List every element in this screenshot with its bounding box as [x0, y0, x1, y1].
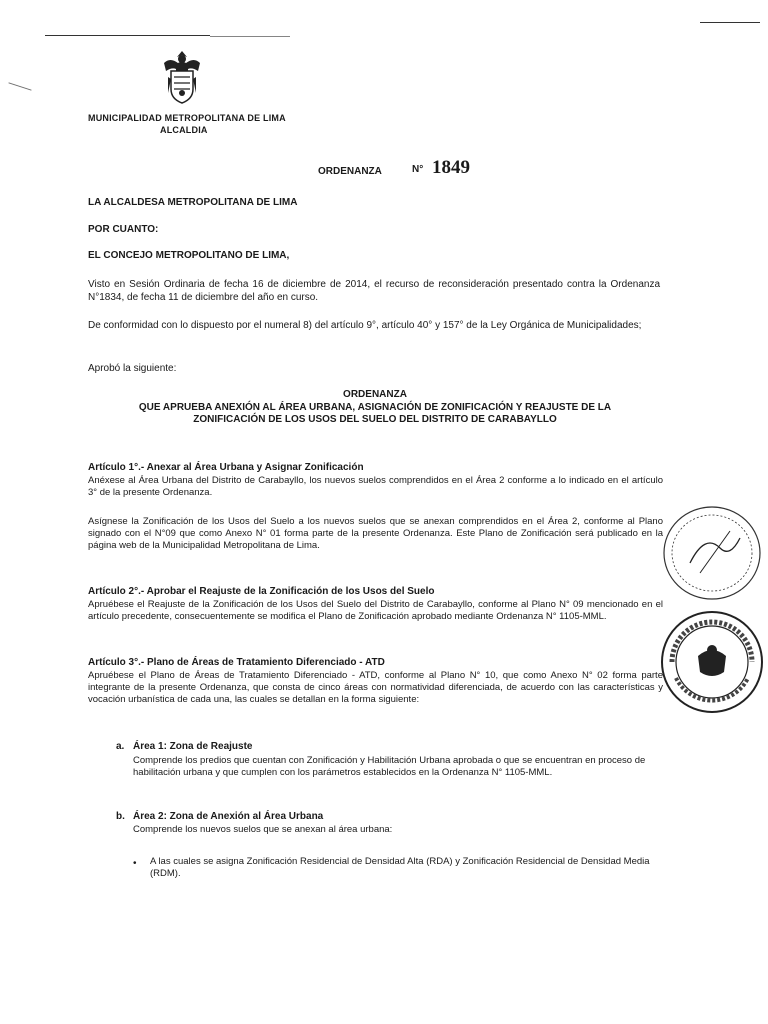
mayor-heading: LA ALCALDESA METROPOLITANA DE LIMA: [88, 197, 298, 208]
ordinance-number: 1849: [432, 157, 470, 178]
ordinance-title-line1: ORDENANZA: [343, 389, 407, 400]
item-b-bullet: A las cuales se asigna Zonificación Residencial de Densidad Alta (RDA) y Zonificación Residencial de Densidad Media (RDM).: [150, 856, 650, 879]
item-b-letter: b.: [116, 811, 125, 822]
item-a-heading: Área 1: Zona de Reajuste: [133, 741, 253, 752]
ordinance-no-prefix: N°: [412, 164, 424, 175]
scan-artifact-line: [700, 22, 760, 23]
scan-artifact-line: [45, 35, 210, 36]
article-3-heading: Artículo 3°.- Plano de Áreas de Tratamiento Diferenciado - ATD: [88, 657, 385, 668]
ordinance-label: ORDENANZA: [318, 166, 382, 177]
concejo-heading: EL CONCEJO METROPOLITANO DE LIMA,: [88, 250, 290, 261]
por-cuanto-heading: POR CUANTO:: [88, 224, 159, 235]
article-3-paragraph: Apruébese el Plano de Áreas de Tratamiento Diferenciado - ATD, conforme al Plano N° 10, que como Anexo N° 02 forma parte integrante de la presente Ordenanza, que consta de cinco áreas con normatividad diferenciada, de acuerdo con las características y vocación urbanística de cada una, las cuales se detallan en la forma siguiente:: [88, 670, 663, 705]
conformidad-paragraph: De conformidad con lo dispuesto por el numeral 8) del artículo 9°, artículo 40° y 157° de la Ley Orgánica de Municipalidades;: [88, 320, 642, 331]
item-b-heading: Área 2: Zona de Anexión al Área Urbana: [133, 811, 324, 822]
item-b-body: Comprende los nuevos suelos que se anexan al área urbana:: [133, 824, 393, 835]
article-1-paragraph-2: Asígnese la Zonificación de los Usos del Suelo a los nuevos suelos que se anexan comprendidos en el Área 2, conforme al Plano signado con el N°09 que como Anexo N° 01 forma parte de la presente Ordenanza. Este Plano de Zonificación será publicado en la página web de la Municipalidad Metropolitana de Lima.: [88, 516, 663, 551]
article-2-heading: Artículo 2°.- Aprobar el Reajuste de la Zonificación de los Usos del Suelo: [88, 586, 435, 597]
header-office: ALCALDIA: [160, 125, 208, 135]
article-1-paragraph-1: Anéxese al Área Urbana del Distrito de Carabayllo, los nuevos suelos comprendidos en el Área 2 conforme a lo indicado en el artículo 3° de la presente Ordenanza.: [88, 475, 663, 498]
visto-paragraph: Visto en Sesión Ordinaria de fecha 16 de diciembre de 2014, el recurso de reconsideración presentado contra la Ordenanza N°1834, de fecha 11 de diciembre del año en curso.: [88, 279, 660, 303]
bullet-dot-icon: •: [133, 858, 137, 869]
header-municipality: MUNICIPALIDAD METROPOLITANA DE LIMA: [88, 113, 286, 123]
aprobo-paragraph: Aprobó la siguiente:: [88, 363, 177, 374]
item-a-body: Comprende los predios que cuentan con Zonificación y Habilitación Urbana aprobada o que se encuentran en proceso de habilitación urbana y que cumplen con los parámetros establecidos en la Ordenanza N° 1105-MML.: [133, 755, 646, 778]
ordinance-title: [110, 389, 640, 427]
municipal-seal-icon: [658, 608, 766, 716]
coat-of-arms-icon: [160, 49, 204, 105]
item-a-letter: a.: [116, 741, 125, 752]
scan-artifact-mark: [8, 82, 31, 90]
article-2-paragraph: Apruébese el Reajuste de la Zonificación de los Usos del Suelo del Distrito de Carabayllo, conforme al Plano N° 09 mencionado en el artículo precedente, consecuentemente se modifica el Plano de Zonificación aprobado mediante Ordenanza N° 1105-MML.: [88, 599, 663, 622]
article-1-heading: Artículo 1°.- Anexar al Área Urbana y Asignar Zonificación: [88, 462, 364, 473]
scan-artifact-line: [210, 36, 290, 37]
ordinance-title-line2: QUE APRUEBA ANEXIÓN AL ÁREA URBANA, ASIGNACIÓN DE ZONIFICACIÓN Y REAJUSTE DE LA ZONIFICACIÓN DE LOS USOS DEL SUELO DEL DISTRITO DE CARABAYLLO: [138, 401, 612, 425]
circular-stamp-icon: [660, 503, 764, 603]
